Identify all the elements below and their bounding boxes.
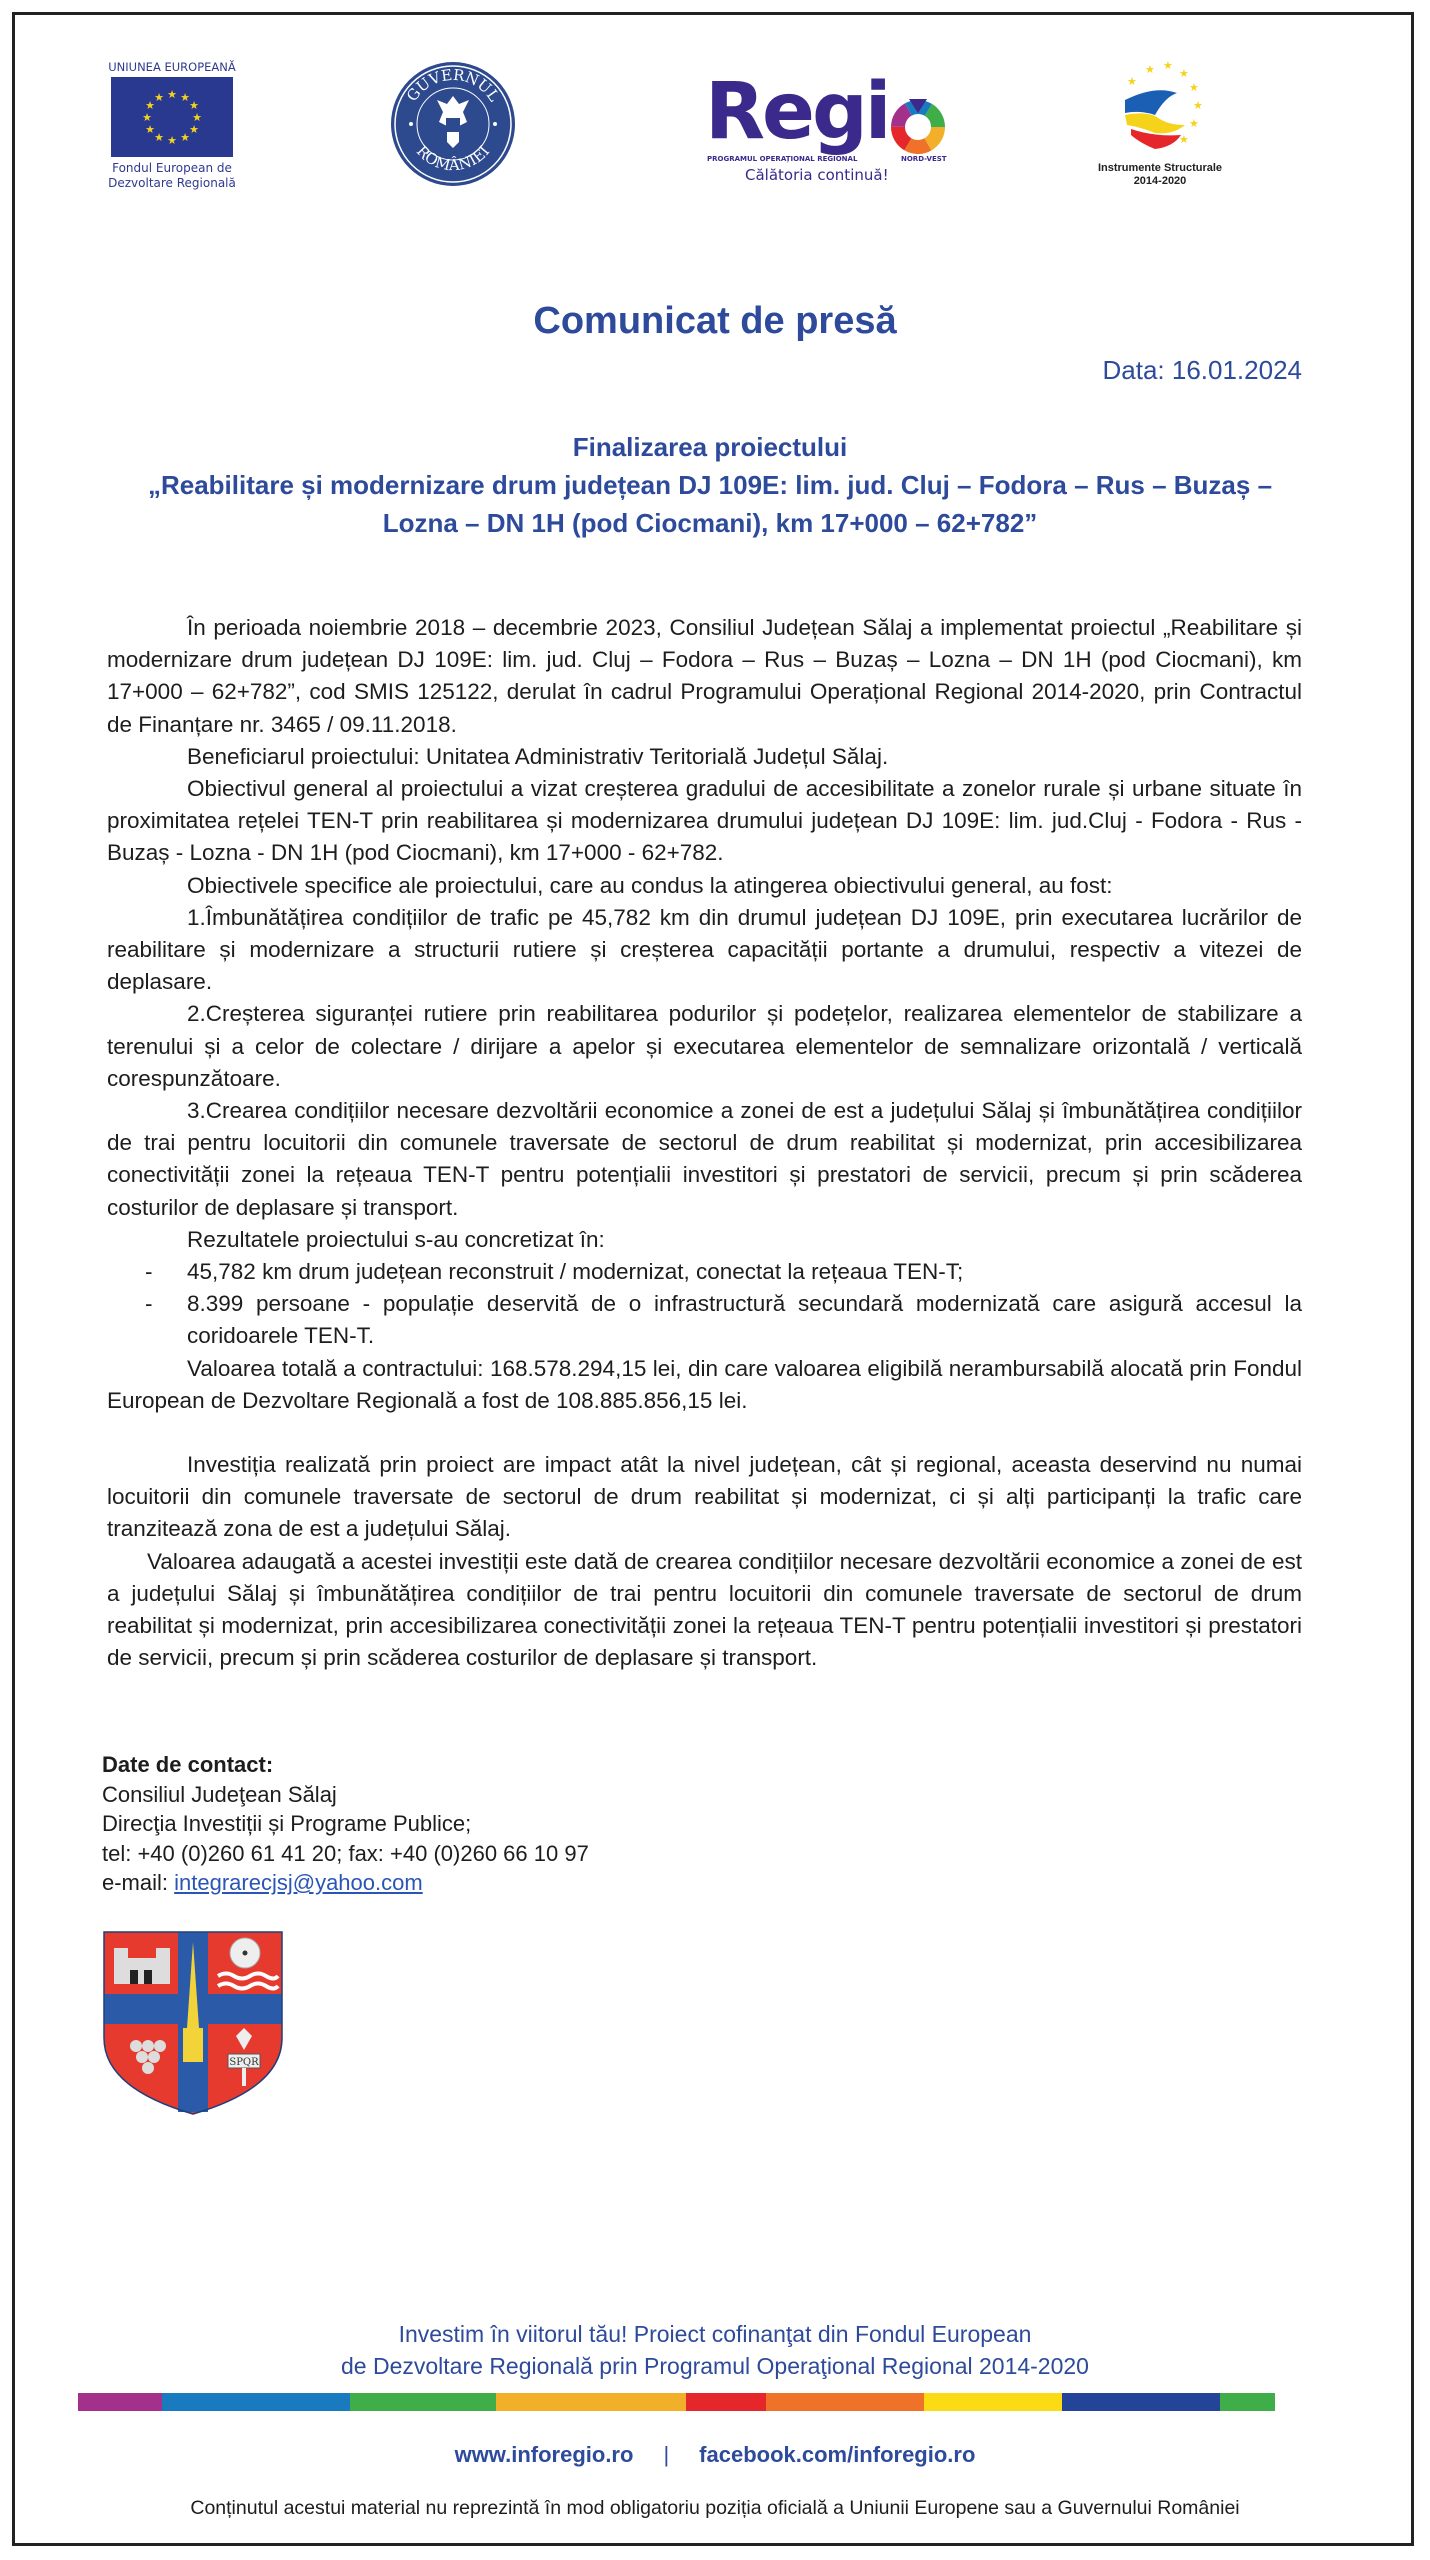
paragraph-specific-objectives-intro: Obiectivele specifice ale proiectului, care au condus la atingerea obiectivului general, au fost:	[187, 872, 1113, 898]
objective-2: 2.Creșterea siguranței rutiere prin reabilitarea podurilor și podețelor, realizarea elementelor de stabilizare a terenului și a celor de colectare / dirijare a apelor și executarea elementelor de semnalizare orizontală / verticală corespunzătoare.	[107, 1001, 1302, 1091]
svg-text:★: ★	[1163, 60, 1173, 72]
footer-links: www.inforegio.ro | facebook.com/inforegio.ro	[454, 2442, 976, 2467]
svg-text:★: ★	[189, 100, 199, 112]
government-seal-icon	[389, 60, 517, 188]
objective-1: 1.Îmbunătățirea condițiilor de trafic pe 45,782 km din drumul județean DJ 109E, prin executarea lucrărilor de reabilitare și modernizare a structurii rutiere și creșterea capacității portante a drumului, respectiv a vitezei de deplasare.	[107, 904, 1302, 995]
contact-heading: Date de contact:	[102, 1752, 274, 1777]
paragraph-beneficiary: Beneficiarul proiectului: Unitatea Administrativ Teritorială Județul Sălaj.	[187, 743, 889, 769]
facebook-link[interactable]: facebook.com/inforegio.ro	[699, 2442, 976, 2467]
result-item: - 45,782 km drum județean reconstruit / modernizat, conectat la rețeaua TEN-T;	[145, 1259, 964, 1285]
press-release-body	[107, 612, 1302, 1675]
contact-phone: tel: +40 (0)260 61 41 20; fax: +40 (0)260 66 10 97	[102, 1840, 589, 1866]
instrumente-structurale-logo	[1085, 55, 1235, 195]
svg-text:★: ★	[167, 89, 177, 101]
paragraph-intro: În perioada noiembrie 2018 – decembrie 2023, Consiliul Județean Sălaj a implementat proiectul „Reabilitare și modernizare drum județean DJ 109E: lim. jud. Cluj – Fodora – Rus – Buzaș – Lozna – DN 1H (pod Ciocmani), km 17+000 – 62+782”, cod SMIS 125122, derulat în cadrul Programului Operațional Regional 2014-2020, prin Contractul de Finanțare nr. 3465 / 09.11.2018.	[107, 615, 1302, 737]
eu-logo	[107, 60, 237, 191]
salaj-coat-of-arms-icon	[100, 1928, 286, 2116]
objective-3: 3.Crearea condițiilor necesare dezvoltării economice a zonei de est a județului Sălaj și îmbunătățirea condițiilor de trai pentru locuitorii din comunele traversate de sectorul de drum reabilitat și modernizat, prin accesibilizarea conectivității zonei la rețeaua TEN-T pentru potențialii investitori și prestatori de servicii, precum și prin scăderea costurilor de deplasare și transport.	[107, 1098, 1302, 1220]
svg-text:★: ★	[1179, 68, 1189, 80]
svg-text:ROMÂNIEI: ROMÂNIEI	[412, 141, 494, 175]
cofinancing-statement: Investim în viitorul tău! Proiect cofinanţat din Fondul European de Dezvoltare Regională prin Programul Operaţional Regional 2014-2020	[341, 2321, 1089, 2379]
paragraph-added-value: Valoarea adaugată a acestei investiții este dată de crearea condițiilor necesare dezvoltării economice a zonei de est a județului Sălaj și îmbunătățirea condițiilor de trai pentru locuitorii din comunele traversate de sectorul de drum reabilitat și modernizat, prin accesibilizarea conectivității zonei la rețeaua TEN-T pentru potențialii investitori și prestatori de servicii, precum și prin scăderea costurilor de deplasare și transport.	[107, 1548, 1302, 1671]
instrumente-label: Instrumente Structurale 2014-2020	[1097, 162, 1223, 187]
paragraph-impact: Investiția realizată prin proiect are impact atât la nivel județean, cât și regional, aceasta deservind nu numai locuitorii din comunele traversate de sectorul de drum reabilitat și modernizat, ci și alți participanți la trafic care tranzitează zona de est a județului Sălaj.	[107, 1452, 1302, 1542]
contact-block	[102, 1750, 589, 1898]
release-date: Data: 16.01.2024	[1102, 355, 1302, 385]
svg-text:★: ★	[1145, 64, 1155, 76]
disclaimer: Conținutul acestui material nu reprezintă în mod obligatoriu poziția oficială a Uniunii Europene sau a Guvernului României	[190, 2497, 1240, 2519]
svg-text:★: ★	[145, 100, 155, 112]
svg-text:★: ★	[154, 92, 164, 104]
email-link[interactable]: integrarecjsj@yahoo.com	[174, 1870, 423, 1895]
eu-caption-bottom: Fondul European de Dezvoltare Regională	[108, 161, 236, 190]
svg-text:★: ★	[180, 132, 190, 144]
svg-text:★: ★	[1189, 82, 1199, 94]
website-link[interactable]: www.inforegio.ro	[454, 2442, 634, 2467]
regio-logo: Regi PROGRAMUL OPERAȚIONAL REGIONAL NORD-VEST Călătoria continuă!	[705, 75, 965, 195]
page-title: Comunicat de presă	[533, 300, 897, 342]
eu-flag-icon	[111, 77, 233, 157]
results-intro: Rezultatele proiectului s-au concretizat în:	[187, 1226, 605, 1252]
svg-text:★: ★	[142, 112, 152, 124]
svg-text:★: ★	[1193, 100, 1203, 112]
svg-text:★: ★	[189, 124, 199, 136]
instrumente-swoosh-icon	[1085, 55, 1235, 160]
svg-text:GUVERNUL: GUVERNUL	[402, 65, 504, 105]
contact-email-line: e-mail: integrarecjsj@yahoo.com	[102, 1870, 423, 1895]
eu-caption-top: UNIUNEA EUROPEANĂ	[108, 60, 236, 74]
svg-text:★: ★	[167, 135, 177, 147]
paragraph-contract-value: Valoarea totală a contractului: 168.578.294,15 lei, din care valoarea eligibilă nerambursabilă alocată prin Fondul European de Dezvoltare Regională a fost de 108.885.856,15 lei.	[107, 1355, 1302, 1413]
result-item: - 8.399 persoane - populație deservită de o infrastructură secundară modernizată care asigură accesul la coridoarele TEN-T.	[145, 1291, 1302, 1349]
svg-text:SPQR: SPQR	[229, 2057, 259, 2068]
project-subtitle: Finalizarea proiectului „Reabilitare și modernizare drum județean DJ 109E: lim. jud. Cluj – Fodora – Rus – Buzaș – Lozna – DN 1H (pod Ciocmani), km 17+000 – 62+782”	[147, 432, 1273, 538]
svg-text:★: ★	[192, 112, 202, 124]
svg-text:★: ★	[180, 92, 190, 104]
contact-organization: Consiliul Judeţean Sălaj	[102, 1781, 337, 1807]
contact-department: Direcţia Investiții și Programe Publice;	[102, 1811, 472, 1836]
svg-text:★: ★	[1127, 76, 1137, 88]
svg-text:★: ★	[1179, 134, 1189, 146]
color-stripe-bar	[78, 2393, 1275, 2411]
paragraph-general-objective: Obiectivul general al proiectului a vizat creșterea gradului de accesibilitate a zonelor rurale și urbane situate în proximitatea rețelei TEN-T prin reabilitarea și modernizarea drumului județean DJ 109E: lim. jud.Cluj - Fodora - Rus - Buzaș - Lozna - DN 1H (pod Ciocmani), km 17+000 - 62+782.	[107, 776, 1302, 866]
svg-text:★: ★	[1189, 118, 1199, 130]
svg-text:★: ★	[145, 124, 155, 136]
regio-color-wheel-icon	[887, 93, 949, 155]
svg-text:★: ★	[154, 132, 164, 144]
